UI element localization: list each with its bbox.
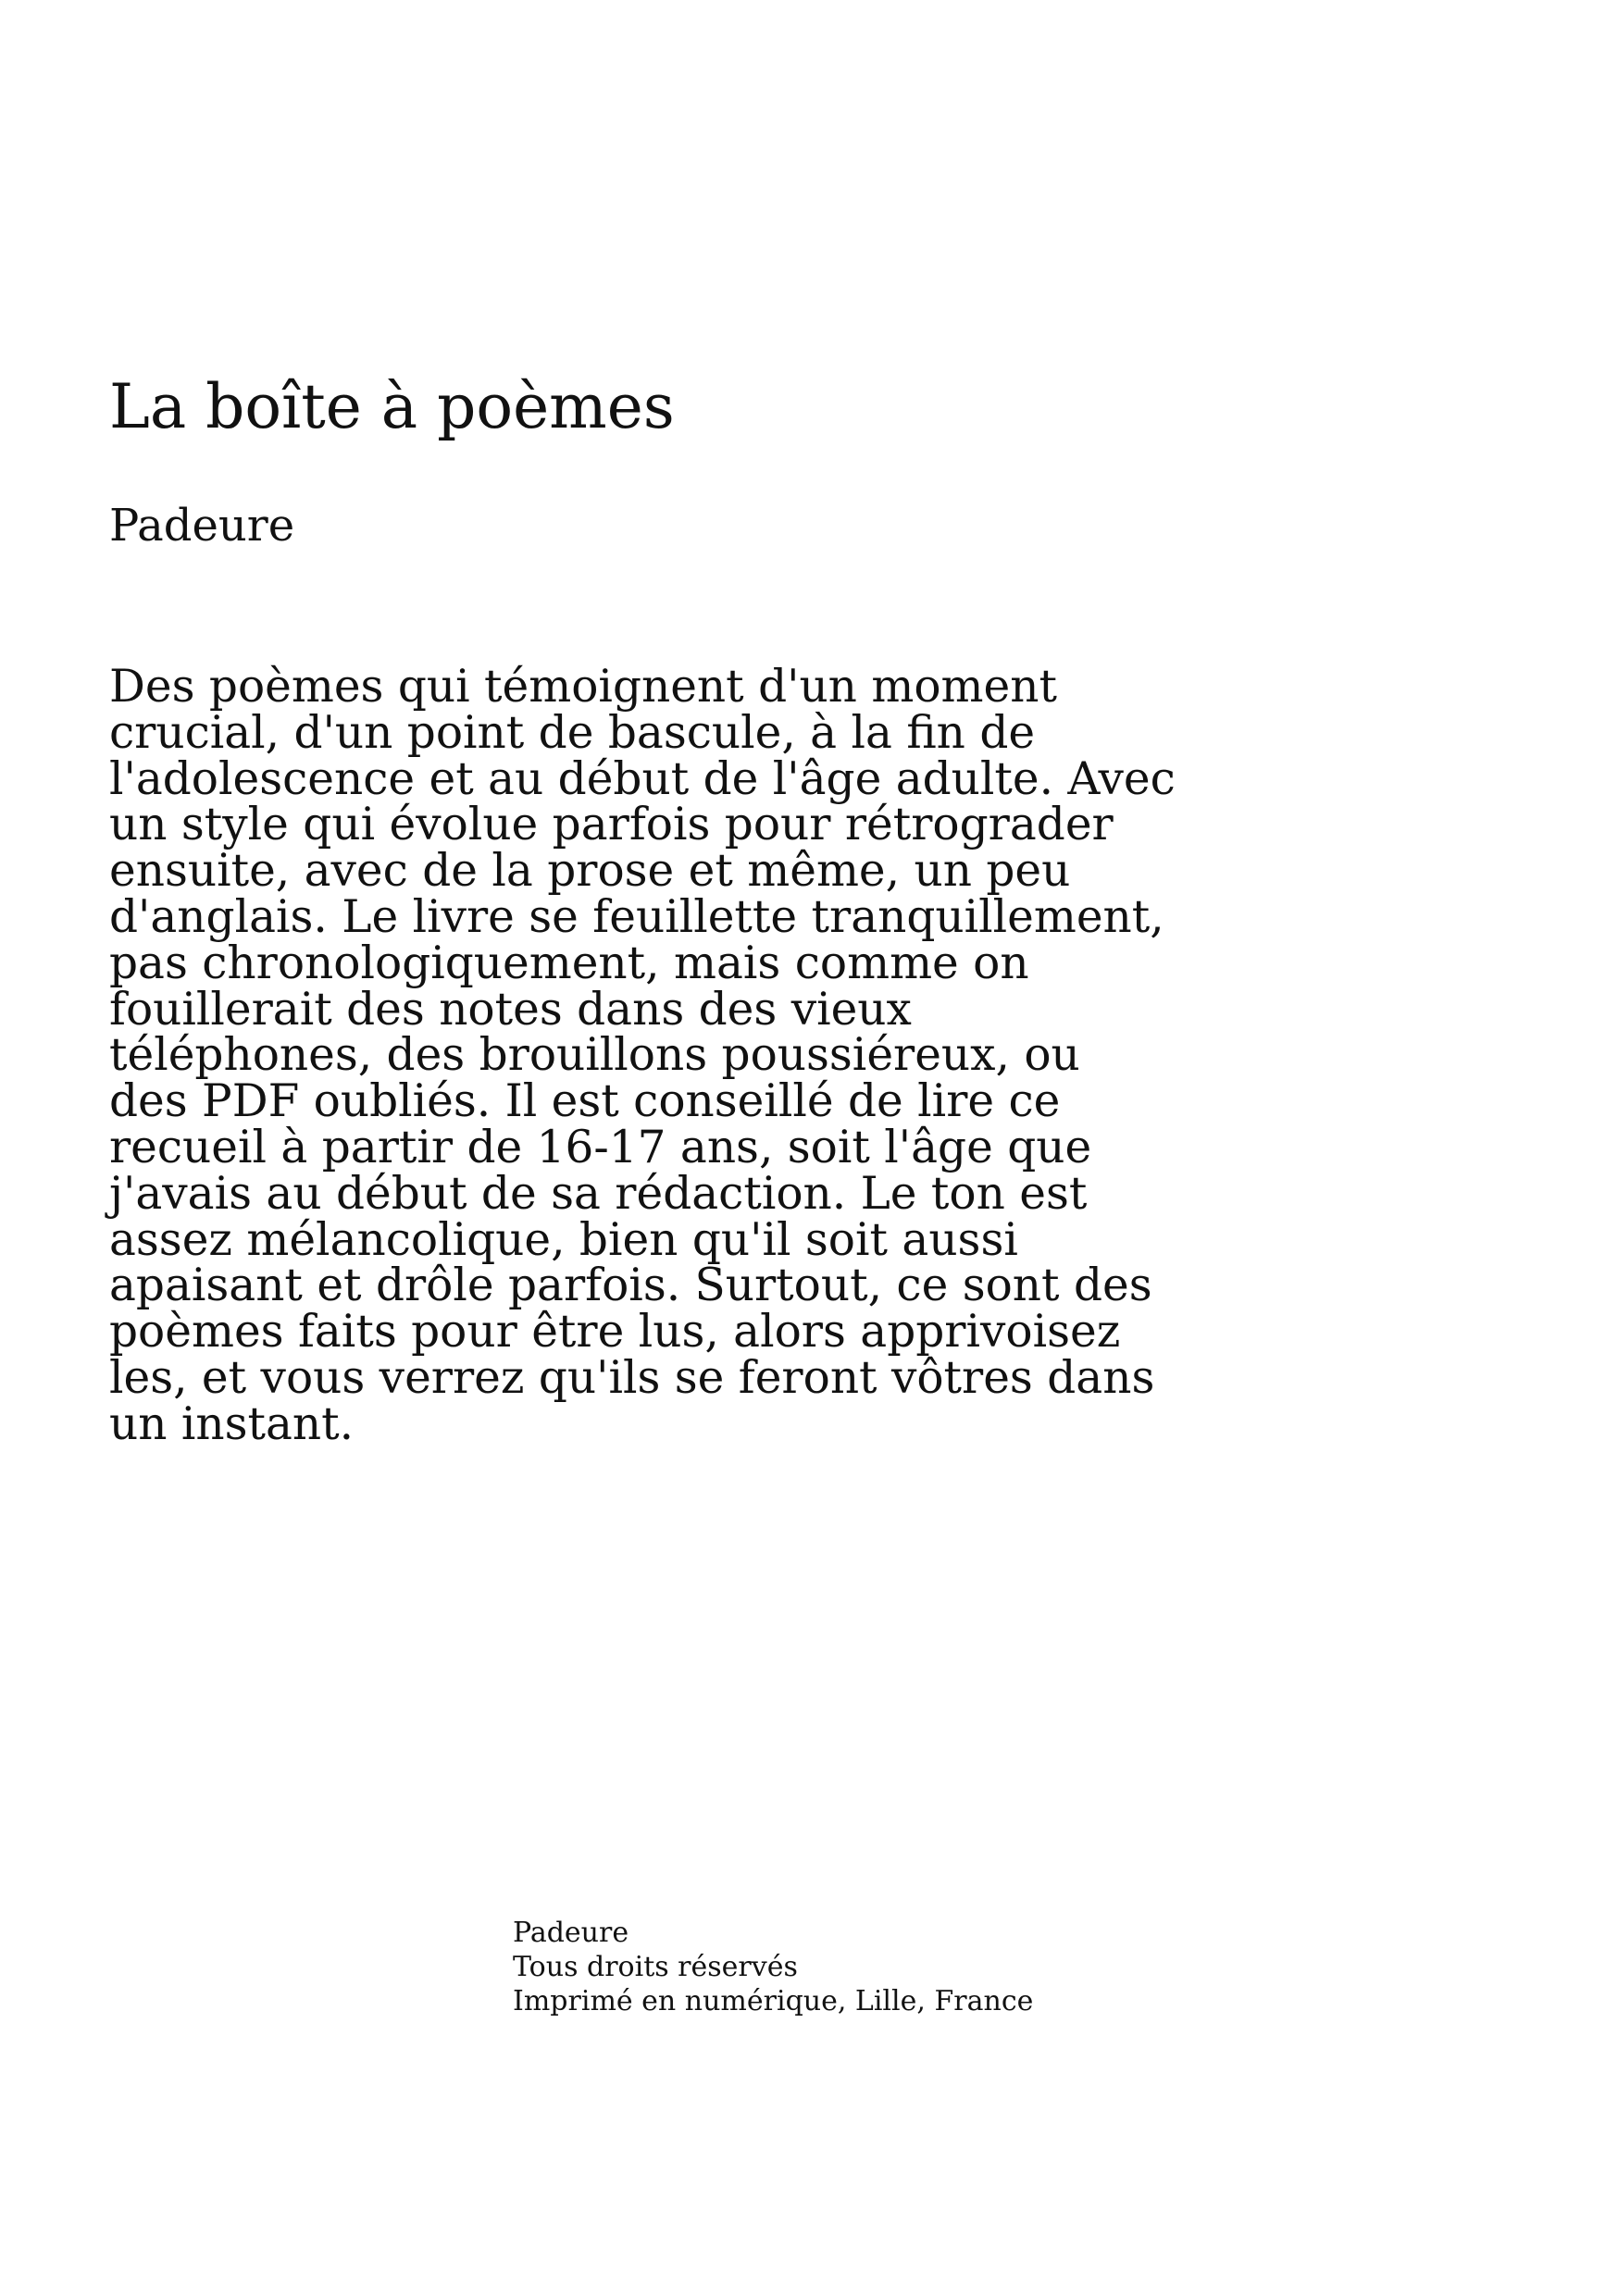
description-line: j'avais au début de sa rédaction. Le ton est — [109, 1167, 1088, 1220]
description-line: téléphones, des brouillons poussiéreux, ou — [109, 1029, 1080, 1082]
description-line: Des poèmes qui témoignent d'un moment — [109, 661, 1057, 713]
description-line: d'anglais. Le livre se feuillette tranquillement, — [109, 890, 1164, 943]
description-line: un style qui évolue parfois pour rétrograder — [109, 799, 1114, 851]
description-line: pas chronologiquement, mais comme on — [109, 937, 1029, 989]
book-author: Padeure — [109, 500, 295, 552]
description-line: crucial, d'un point de bascule, à la fin de — [109, 706, 1036, 759]
description-line: ensuite, avec de la prose et même, un peu — [109, 845, 1071, 898]
colophon-author: Padeure — [513, 1917, 629, 1949]
description-line: fouillerait des notes dans des vieux — [109, 983, 912, 1036]
description-line: les, et vous verrez qu'ils se feront vôtres dans — [109, 1351, 1155, 1404]
colophon-rights: Tous droits réservés — [513, 1951, 798, 1983]
description-line: recueil à partir de 16-17 ans, soit l'âge que — [109, 1121, 1092, 1173]
colophon-printing: Imprimé en numérique, Lille, France — [513, 1985, 1034, 2017]
description-line: poèmes faits pour être lus, alors apprivoisez — [109, 1306, 1121, 1359]
description-line: un instant. — [109, 1397, 355, 1450]
description-line: des PDF oubliés. Il est conseillé de lire ce — [109, 1075, 1061, 1128]
description-line: assez mélancolique, bien qu'il soit aussi — [109, 1213, 1018, 1266]
colophon — [513, 1916, 1033, 2018]
description-line: apaisant et drôle parfois. Surtout, ce sont des — [109, 1260, 1152, 1312]
description-line: l'adolescence et au début de l'âge adulte. Avec — [109, 752, 1176, 805]
book-title: La boîte à poèmes — [109, 371, 675, 442]
book-description — [109, 661, 1238, 1450]
